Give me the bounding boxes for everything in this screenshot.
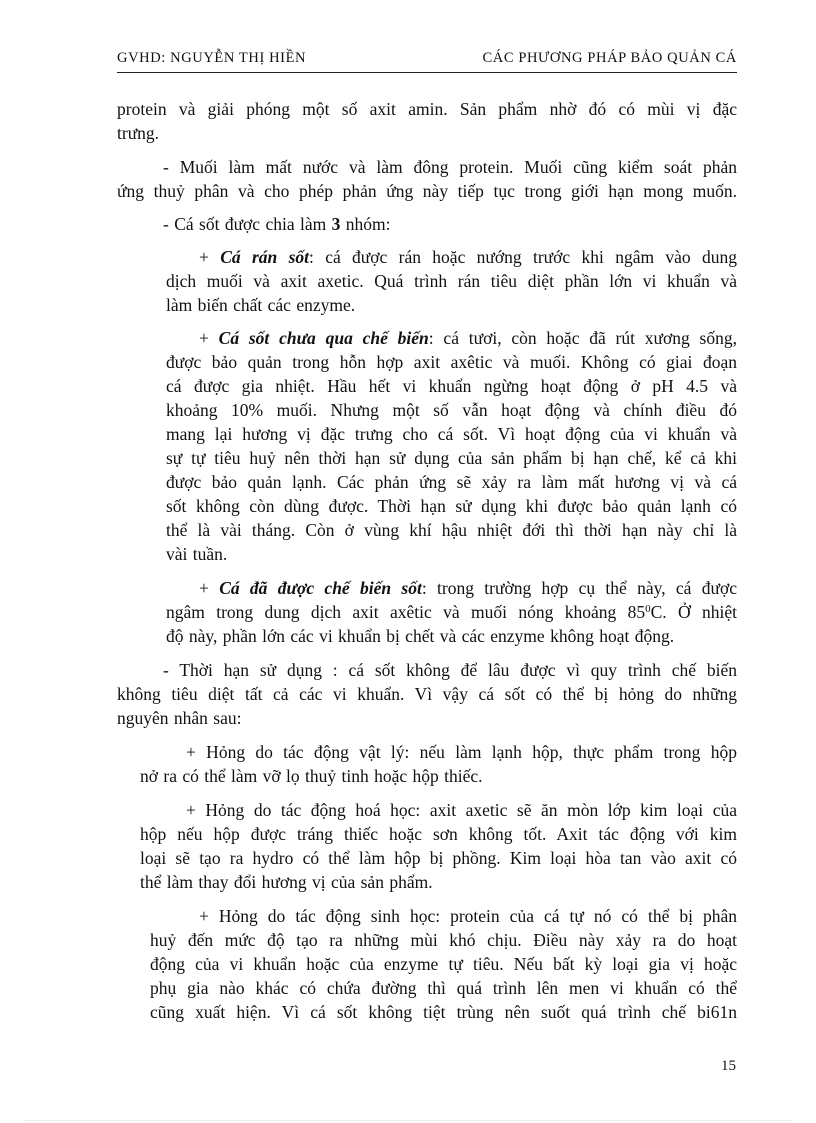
bullet-plus: + bbox=[199, 247, 221, 267]
text-line: động của vi khuẩn hoặc của enzyme tự tiêu. Nếu bất kỳ loại gia vị hoặc bbox=[150, 954, 737, 974]
text-line: hộp nếu hộp được tráng thiếc hoặc sơn không tốt. Axit tác động với kim bbox=[140, 824, 737, 844]
text-line: - Muối làm mất nước và làm đông protein. Muối cũng kiểm soát phản bbox=[163, 157, 737, 177]
text-line: protein và giải phóng một số axit amin. Sản phẩm nhờ đó có mùi vị đặc bbox=[117, 99, 737, 119]
bold-number: 3 bbox=[331, 214, 341, 234]
text-span: : cá tươi, còn hoặc đã rút xương sống, bbox=[428, 328, 737, 348]
text-line: mang lại hương vị đặc trưng cho cá sốt. Vì hoạt động của vi khuẩn và bbox=[166, 424, 737, 444]
term-italic: Cá sốt chưa qua chế biến bbox=[218, 328, 429, 348]
text-line bbox=[166, 601, 737, 623]
text-line bbox=[163, 213, 390, 235]
text-line: loại sẽ tạo ra hydro có thể làm hộp bị phồng. Kim loại hòa tan vào axit có bbox=[140, 848, 737, 868]
text-span: : trong trường hợp cụ thể này, cá được bbox=[421, 578, 738, 598]
text-line: khoảng 10% muối. Nhưng một số vẫn hoạt động và chính điều đó bbox=[166, 400, 737, 420]
text-line: + Hỏng do tác động sinh học: protein của cá tự nó có thể bị phân bbox=[199, 906, 737, 926]
text-line: nguyên nhân sau: bbox=[117, 708, 242, 728]
bullet-plus: + bbox=[199, 578, 220, 598]
term-italic: Cá đã được chế biến sốt bbox=[219, 578, 422, 598]
text-line: + Hỏng do tác động hoá học: axit axetic sẽ ăn mòn lớp kim loại của bbox=[186, 800, 737, 820]
header-divider bbox=[117, 72, 737, 73]
text-line bbox=[199, 327, 737, 349]
text-line: thể là vài tháng. Còn ở vùng khí hậu nhiệt đới thì thời hạn này chỉ là bbox=[166, 520, 737, 540]
text-line: cá được gia nhiệt. Hầu hết vi khuẩn ngừng hoạt động ở pH 4.5 và bbox=[166, 376, 737, 396]
text-line: ứng thuỷ phân và cho phép phản ứng này tiếp tục trong giới hạn mong muốn. bbox=[117, 181, 737, 201]
text-line: thể làm thay đổi hương vị của sản phẩm. bbox=[140, 872, 433, 892]
page-bottom-edge bbox=[25, 1120, 791, 1121]
text-line: vài tuần. bbox=[166, 544, 228, 564]
text-line: độ này, phần lớn các vi khuẩn bị chết và các enzyme không hoạt động. bbox=[166, 626, 675, 646]
text-line: được bảo quản trong hỗn hợp axit axêtic và muối. Không có giai đoạn bbox=[166, 352, 737, 372]
text-span: : cá được rán hoặc nướng trước khi ngâm vào dung bbox=[309, 247, 737, 267]
text-line: phụ gia nào khác có chứa đường thì quá trình lên men vi khuẩn có thể bbox=[150, 978, 737, 998]
text-span: ngâm trong dung dịch axit axêtic và muối nóng khoảng 85 bbox=[166, 602, 646, 622]
header-supervisor: GVHD: NGUYỄN THỊ HIỀN bbox=[117, 50, 307, 66]
text-line: - Thời hạn sử dụng : cá sốt không để lâu được vì quy trình chế biến bbox=[163, 660, 737, 680]
page-header bbox=[117, 50, 737, 70]
bullet-plus: + bbox=[199, 328, 219, 348]
text-line: sự tự tiêu huỷ nên thời hạn sử dụng của sản phẩm bị hạn chế, kể cả khi bbox=[166, 448, 737, 468]
header-title: CÁC PHƯƠNG PHÁP BẢO QUẢN CÁ bbox=[482, 50, 737, 66]
text-line: sốt không còn dùng được. Thời hạn sử dụng khi được bảo quản lạnh có bbox=[166, 496, 737, 516]
text-line: huỷ đến mức độ tạo ra những mùi khó chịu. Điều này xảy ra do hoạt bbox=[150, 930, 737, 950]
text-line bbox=[199, 577, 737, 599]
text-line: cũng xuất hiện. Vì cá sốt không tiệt trùng nên suốt quá trình chế bi61n bbox=[150, 1002, 737, 1022]
page-number: 15 bbox=[721, 1058, 736, 1074]
text-line: dịch muối và axit axetic. Quá trình rán tiêu diệt phần lớn vi khuẩn và bbox=[166, 271, 737, 291]
text-span: nhóm: bbox=[340, 214, 391, 234]
text-line: + Hỏng do tác động vật lý: nếu làm lạnh hộp, thực phẩm trong hộp bbox=[186, 742, 737, 762]
term-italic: Cá rán sốt bbox=[220, 247, 309, 267]
text-span: - Cá sốt được chia làm bbox=[163, 214, 332, 234]
degree-superscript: 0 bbox=[645, 603, 651, 615]
text-span: C. Ở nhiệt bbox=[650, 602, 737, 622]
text-line: được bảo quản lạnh. Các phản ứng sẽ xảy ra làm mất hương vị và cá bbox=[166, 472, 737, 492]
text-line: trưng. bbox=[117, 123, 160, 143]
text-line: không tiêu diệt tất cả các vi khuẩn. Vì vậy cá sốt có thể bị hỏng do những bbox=[117, 684, 737, 704]
text-line: nở ra có thể làm vỡ lọ thuỷ tinh hoặc hộp thiếc. bbox=[140, 766, 483, 786]
text-line: làm biến chất các enzyme. bbox=[166, 295, 356, 315]
text-line bbox=[199, 246, 737, 268]
